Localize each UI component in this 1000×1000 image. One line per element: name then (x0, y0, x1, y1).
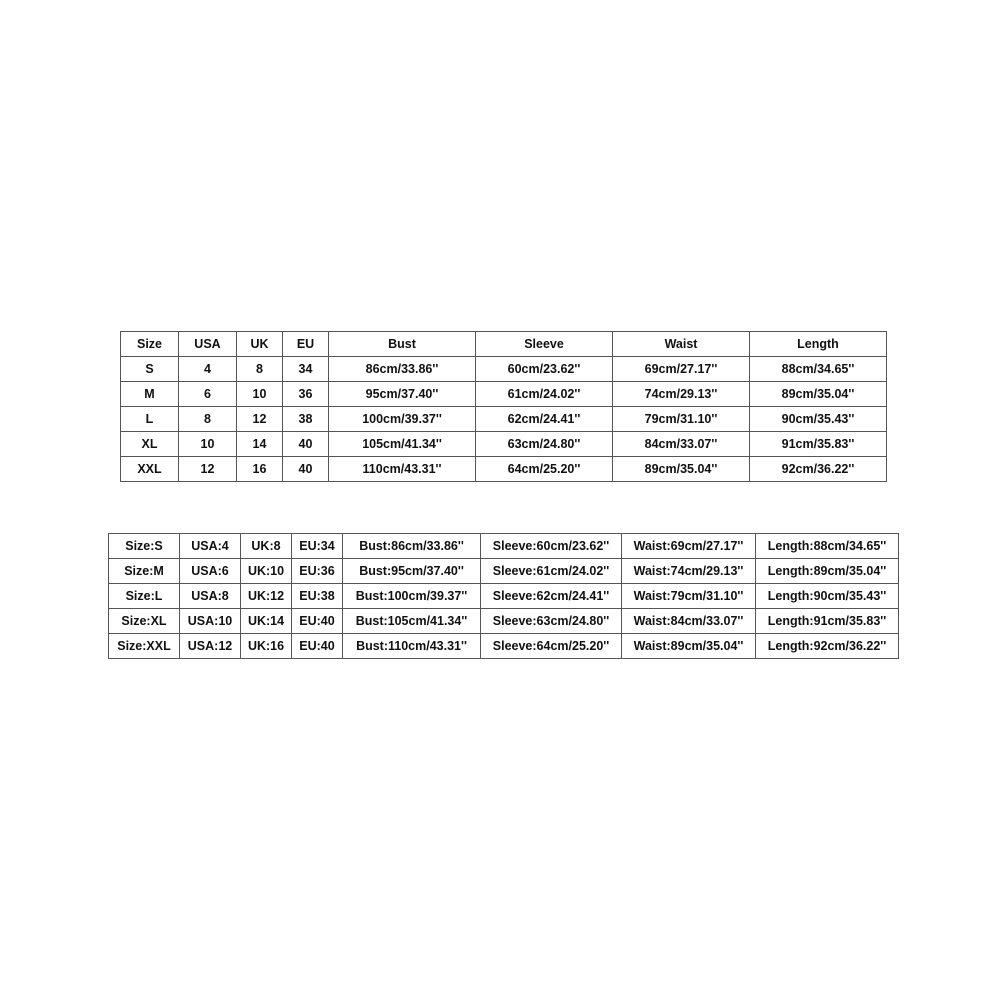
table-cell: EU:40 (292, 609, 343, 634)
size-chart-labeled-table (108, 533, 899, 659)
table-cell: UK:12 (241, 584, 292, 609)
table-cell: Waist:74cm/29.13'' (622, 559, 756, 584)
table-cell: USA:6 (180, 559, 241, 584)
table-cell: Waist:79cm/31.10'' (622, 584, 756, 609)
table-cell: Bust:95cm/37.40'' (343, 559, 481, 584)
table-row (121, 382, 887, 407)
table-cell: 92cm/36.22'' (750, 457, 887, 482)
table-row (121, 432, 887, 457)
header-cell: Sleeve (476, 332, 613, 357)
table-cell: 4 (179, 357, 237, 382)
table-cell: 88cm/34.65'' (750, 357, 887, 382)
size-chart-labeled-body (109, 534, 899, 659)
table-cell: Size:M (109, 559, 180, 584)
table-row (109, 559, 899, 584)
table-cell: EU:34 (292, 534, 343, 559)
header-cell: Size (121, 332, 179, 357)
table-cell: 89cm/35.04'' (750, 382, 887, 407)
table-cell: EU:38 (292, 584, 343, 609)
table-cell: USA:10 (180, 609, 241, 634)
table-cell: Sleeve:64cm/25.20'' (481, 634, 622, 659)
table-cell: 8 (237, 357, 283, 382)
size-chart-table (120, 331, 887, 482)
table-cell: 6 (179, 382, 237, 407)
table-cell: EU:36 (292, 559, 343, 584)
table-cell: Sleeve:62cm/24.41'' (481, 584, 622, 609)
table-cell: Waist:69cm/27.17'' (622, 534, 756, 559)
table-cell: UK:14 (241, 609, 292, 634)
table-cell: 40 (283, 457, 329, 482)
table-cell: Bust:105cm/41.34'' (343, 609, 481, 634)
table-cell: Bust:110cm/43.31'' (343, 634, 481, 659)
table-cell: Length:91cm/35.83'' (756, 609, 899, 634)
table-cell: 69cm/27.17'' (613, 357, 750, 382)
table-cell: 100cm/39.37'' (329, 407, 476, 432)
table-cell: UK:16 (241, 634, 292, 659)
table-cell: 12 (237, 407, 283, 432)
table-row (121, 407, 887, 432)
table-row (109, 534, 899, 559)
size-chart-body (121, 332, 887, 482)
header-cell: UK (237, 332, 283, 357)
table-cell: 64cm/25.20'' (476, 457, 613, 482)
table-cell: Length:90cm/35.43'' (756, 584, 899, 609)
table-cell: 84cm/33.07'' (613, 432, 750, 457)
table-cell: USA:12 (180, 634, 241, 659)
table-cell: XL (121, 432, 179, 457)
table-cell: 110cm/43.31'' (329, 457, 476, 482)
table-cell: Size:XXL (109, 634, 180, 659)
table-cell: 10 (237, 382, 283, 407)
header-cell: EU (283, 332, 329, 357)
table-cell: Waist:89cm/35.04'' (622, 634, 756, 659)
table-cell: Sleeve:60cm/23.62'' (481, 534, 622, 559)
table-cell: 16 (237, 457, 283, 482)
table-cell: 10 (179, 432, 237, 457)
table-cell: 79cm/31.10'' (613, 407, 750, 432)
table-row (109, 634, 899, 659)
table-row (121, 357, 887, 382)
table-cell: Size:XL (109, 609, 180, 634)
table-cell: Size:S (109, 534, 180, 559)
header-row (121, 332, 887, 357)
table-cell: 12 (179, 457, 237, 482)
table-cell: 89cm/35.04'' (613, 457, 750, 482)
table-cell: M (121, 382, 179, 407)
table-cell: Sleeve:63cm/24.80'' (481, 609, 622, 634)
table-cell: 8 (179, 407, 237, 432)
table-cell: Length:88cm/34.65'' (756, 534, 899, 559)
table-cell: Bust:100cm/39.37'' (343, 584, 481, 609)
table-cell: 14 (237, 432, 283, 457)
table-cell: Bust:86cm/33.86'' (343, 534, 481, 559)
table-cell: 90cm/35.43'' (750, 407, 887, 432)
table-cell: 62cm/24.41'' (476, 407, 613, 432)
table-cell: Length:89cm/35.04'' (756, 559, 899, 584)
header-cell: Bust (329, 332, 476, 357)
table-cell: UK:10 (241, 559, 292, 584)
table-cell: Waist:84cm/33.07'' (622, 609, 756, 634)
table-row (109, 584, 899, 609)
table-cell: 91cm/35.83'' (750, 432, 887, 457)
table-cell: 63cm/24.80'' (476, 432, 613, 457)
table-cell: 60cm/23.62'' (476, 357, 613, 382)
table-cell: XXL (121, 457, 179, 482)
table-cell: 105cm/41.34'' (329, 432, 476, 457)
table-cell: 95cm/37.40'' (329, 382, 476, 407)
table-cell: USA:4 (180, 534, 241, 559)
table-cell: EU:40 (292, 634, 343, 659)
table-cell: UK:8 (241, 534, 292, 559)
table-cell: 86cm/33.86'' (329, 357, 476, 382)
table-cell: 40 (283, 432, 329, 457)
header-cell: Length (750, 332, 887, 357)
table-cell: 36 (283, 382, 329, 407)
table-cell: Sleeve:61cm/24.02'' (481, 559, 622, 584)
table-cell: 38 (283, 407, 329, 432)
table-row (121, 457, 887, 482)
table-cell: 74cm/29.13'' (613, 382, 750, 407)
header-cell: Waist (613, 332, 750, 357)
table-row (109, 609, 899, 634)
table-cell: USA:8 (180, 584, 241, 609)
table-cell: Size:L (109, 584, 180, 609)
table-cell: 61cm/24.02'' (476, 382, 613, 407)
table-cell: S (121, 357, 179, 382)
table-cell: L (121, 407, 179, 432)
table-cell: 34 (283, 357, 329, 382)
table-cell: Length:92cm/36.22'' (756, 634, 899, 659)
header-cell: USA (179, 332, 237, 357)
